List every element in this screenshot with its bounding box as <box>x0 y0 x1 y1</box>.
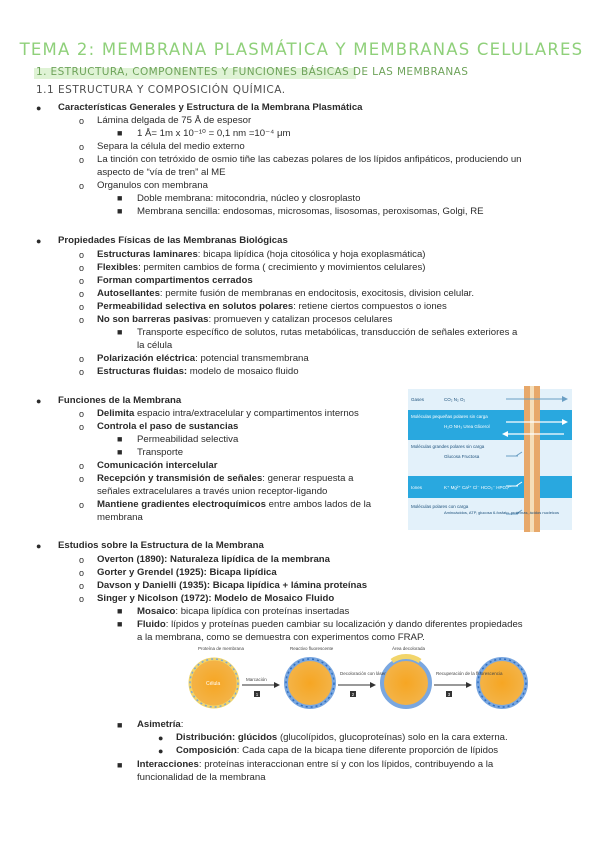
list-item: Comunicación intercelular <box>97 460 218 471</box>
list-item: Mosaico: bicapa lipídica con proteínas insertadas <box>137 606 350 617</box>
figure-label: Célula <box>206 681 221 687</box>
frap-figure <box>186 643 531 709</box>
row-label: Iones <box>411 485 423 490</box>
circle-bullet-icon: o <box>79 263 85 273</box>
circle-bullet-icon: o <box>79 289 85 299</box>
square-bullet-icon: ■ <box>117 206 123 216</box>
subsection-title: 1.1 ESTRUCTURA Y COMPOSICIÓN QUÍMICA. <box>36 84 286 96</box>
square-bullet-icon: ■ <box>117 760 123 770</box>
circle-bullet-icon: o <box>79 354 85 364</box>
list-item: Autosellantes: permite fusión de membranas en endocitosis, exocitosis, division celular. <box>97 288 475 299</box>
bullet-icon: ● <box>158 746 164 756</box>
row-label: Moléculas grandes polares sin carga <box>411 444 485 449</box>
circle-bullet-icon: o <box>79 461 85 471</box>
circle-bullet-icon: o <box>79 367 85 377</box>
list-item: Transporte específico de solutos, rutas metabólicas, transducción de señales exteriores a <box>137 327 518 338</box>
row-label: Moléculas pequeñas polares sin carga <box>411 414 488 419</box>
bullet-icon: ● <box>36 541 42 551</box>
list-item: Interacciones: proteínas interaccionan entre sí y con los lípidos, contribuyendo a la <box>137 759 494 770</box>
circle-bullet-icon: o <box>79 594 85 604</box>
circle-bullet-icon: o <box>79 422 85 432</box>
list-item-continuation: membrana <box>97 512 143 523</box>
heading-studies: Estudios sobre la Estructura de la Membrana <box>58 540 264 551</box>
list-item: Controla el paso de sustancias <box>97 421 239 432</box>
list-item: Membrana sencilla: endosomas, microsomas, lisosomas, peroxisomas, Golgi, RE <box>137 206 484 217</box>
list-item: La tinción con tetróxido de osmio tiñe las cabezas polares de los lípidos anfipáticos, produciendo un <box>97 154 522 165</box>
list-item: Flexibles: permiten cambios de forma ( crecimiento y movimientos celulares) <box>97 262 426 273</box>
heading-characteristics: Características Generales y Estructura de la Membrana Plasmática <box>58 102 363 113</box>
row-content: Glucosa Fructosa <box>444 454 480 459</box>
square-bullet-icon: ■ <box>117 720 123 730</box>
list-item-continuation: la célula <box>137 340 173 351</box>
circle-bullet-icon: o <box>79 142 85 152</box>
list-item: No son barreras pasivas: promueven y catalizan procesos celulares <box>97 314 393 325</box>
list-item: Delimita espacio intra/extracelular y compartimentos internos <box>97 408 359 419</box>
list-item: Asimetría: <box>137 719 184 730</box>
heading-functions: Funciones de la Membrana <box>58 395 182 406</box>
circle-bullet-icon: o <box>79 555 85 565</box>
list-item: Davson y Danielli (1935): Bicapa lipídica + lámina proteínas <box>97 580 368 591</box>
section-title: 1. ESTRUCTURA, COMPONENTES Y FUNCIONES BÁSICAS DE LAS MEMBRANAS <box>36 66 469 78</box>
row-content: H₂O NH₃ Urea Glicerol <box>444 424 490 429</box>
circle-bullet-icon: o <box>79 155 85 165</box>
list-item: Permeabilidad selectiva <box>137 434 239 445</box>
list-item: Gorter y Grendel (1925): Bicapa lipídica <box>97 567 277 578</box>
figure-label: Área decolorada <box>392 646 426 651</box>
list-item: Singer y Nicolson (1972): Modelo de Mosaico Fluido <box>97 593 335 604</box>
list-item: Doble membrana: mitocondria, núcleo y closroplasto <box>137 193 361 204</box>
list-item: Composición: Cada capa de la bicapa tiene diferente proporción de lípidos <box>176 745 499 756</box>
list-item: Estructuras fluidas: modelo de mosaico fluido <box>97 366 299 377</box>
list-item: Fluido: lípidos y proteínas pueden cambiar su localización y dando diferentes propiedades <box>137 619 523 630</box>
figure-label: Recuperación de la fluorescencia <box>436 671 503 676</box>
list-item: Separa la célula del medio externo <box>97 141 245 152</box>
list-item: Mantiene gradientes electroquímicos entre ambos lados de la <box>97 499 372 510</box>
figure-label: Marcación <box>246 677 267 682</box>
heading-properties: Propiedades Físicas de las Membranas Biológicas <box>58 235 288 246</box>
list-item: Transporte <box>137 447 184 458</box>
square-bullet-icon: ■ <box>117 193 123 203</box>
list-item: Forman compartimentos cerrados <box>97 275 253 286</box>
row-content: CO₂ N₂ O₂ <box>444 397 466 402</box>
membrane-permeability-figure <box>408 386 572 532</box>
square-bullet-icon: ■ <box>117 619 123 629</box>
page-title: TEMA 2: MEMBRANA PLASMÁTICA Y MEMBRANAS CELULARES <box>19 40 584 59</box>
bullet-icon: ● <box>36 103 42 113</box>
step-number: 1 <box>255 692 259 697</box>
circle-bullet-icon: o <box>79 568 85 578</box>
circle-bullet-icon: o <box>79 474 85 484</box>
figure-label: Proteína de membrana <box>198 646 245 651</box>
circle-bullet-icon: o <box>79 276 85 286</box>
bullet-icon: ● <box>36 236 42 246</box>
bullet-icon: ● <box>36 396 42 406</box>
list-item: Estructuras laminares: bicapa lipídica (hoja citosólica y hoja exoplasmática) <box>97 249 426 260</box>
list-item-continuation: a la membrana, como se demuestra con experimentos como FRAP. <box>137 632 425 643</box>
step-number: 3 <box>447 692 451 697</box>
step-number: 2 <box>351 692 355 697</box>
row-content: Aminoácidos, ATP, glucosa 6-fosfato, proteínas, ácidos nucleicos <box>444 510 560 515</box>
list-item: 1 Å= 1m x 10⁻¹⁰ = 0,1 nm =10⁻⁴ μm <box>137 128 291 139</box>
list-item-continuation: funcionalidad de la membrana <box>137 772 266 783</box>
figure-label: Reactivo fluorescente <box>290 646 334 651</box>
square-bullet-icon: ■ <box>117 327 123 337</box>
square-bullet-icon: ■ <box>117 434 123 444</box>
list-item-continuation: aspecto de “vía de tren” al ME <box>97 167 226 178</box>
circle-bullet-icon: o <box>79 409 85 419</box>
list-item: Distribución: glúcidos (glucolípidos, glucoproteínas) solo en la cara externa. <box>176 732 508 743</box>
list-item-continuation: señales extracelulares a través union receptor-ligando <box>97 486 328 497</box>
list-item: Polarización eléctrica: potencial transmembrana <box>97 353 309 364</box>
circle-bullet-icon: o <box>79 116 85 126</box>
square-bullet-icon: ■ <box>117 606 123 616</box>
square-bullet-icon: ■ <box>117 447 123 457</box>
list-item: Overton (1890): Naturaleza lipídica de la membrana <box>97 554 330 565</box>
list-item: Lámina delgada de 75 Å de espesor <box>97 115 252 126</box>
list-item: Recepción y transmisión de señales: generar respuesta a <box>97 473 354 484</box>
circle-bullet-icon: o <box>79 500 85 510</box>
circle-bullet-icon: o <box>79 302 85 312</box>
row-content: K⁺ Mg²⁺ Ca²⁺ Cl⁻ HCO₃⁻ HPO₄²⁻ <box>444 485 512 490</box>
row-label: Gases <box>411 397 425 402</box>
circle-bullet-icon: o <box>79 250 85 260</box>
row-label: Moléculas polares con carga <box>411 504 469 509</box>
circle-bullet-icon: o <box>79 181 85 191</box>
list-item: Permeabilidad selectiva en solutos polares: retiene ciertos compuestos o iones <box>97 301 447 312</box>
bullet-icon: ● <box>158 733 164 743</box>
list-item: Organulos con membrana <box>97 180 208 191</box>
circle-bullet-icon: o <box>79 315 85 325</box>
circle-bullet-icon: o <box>79 581 85 591</box>
figure-label: Decoloración con láser <box>340 671 386 676</box>
square-bullet-icon: ■ <box>117 128 123 138</box>
